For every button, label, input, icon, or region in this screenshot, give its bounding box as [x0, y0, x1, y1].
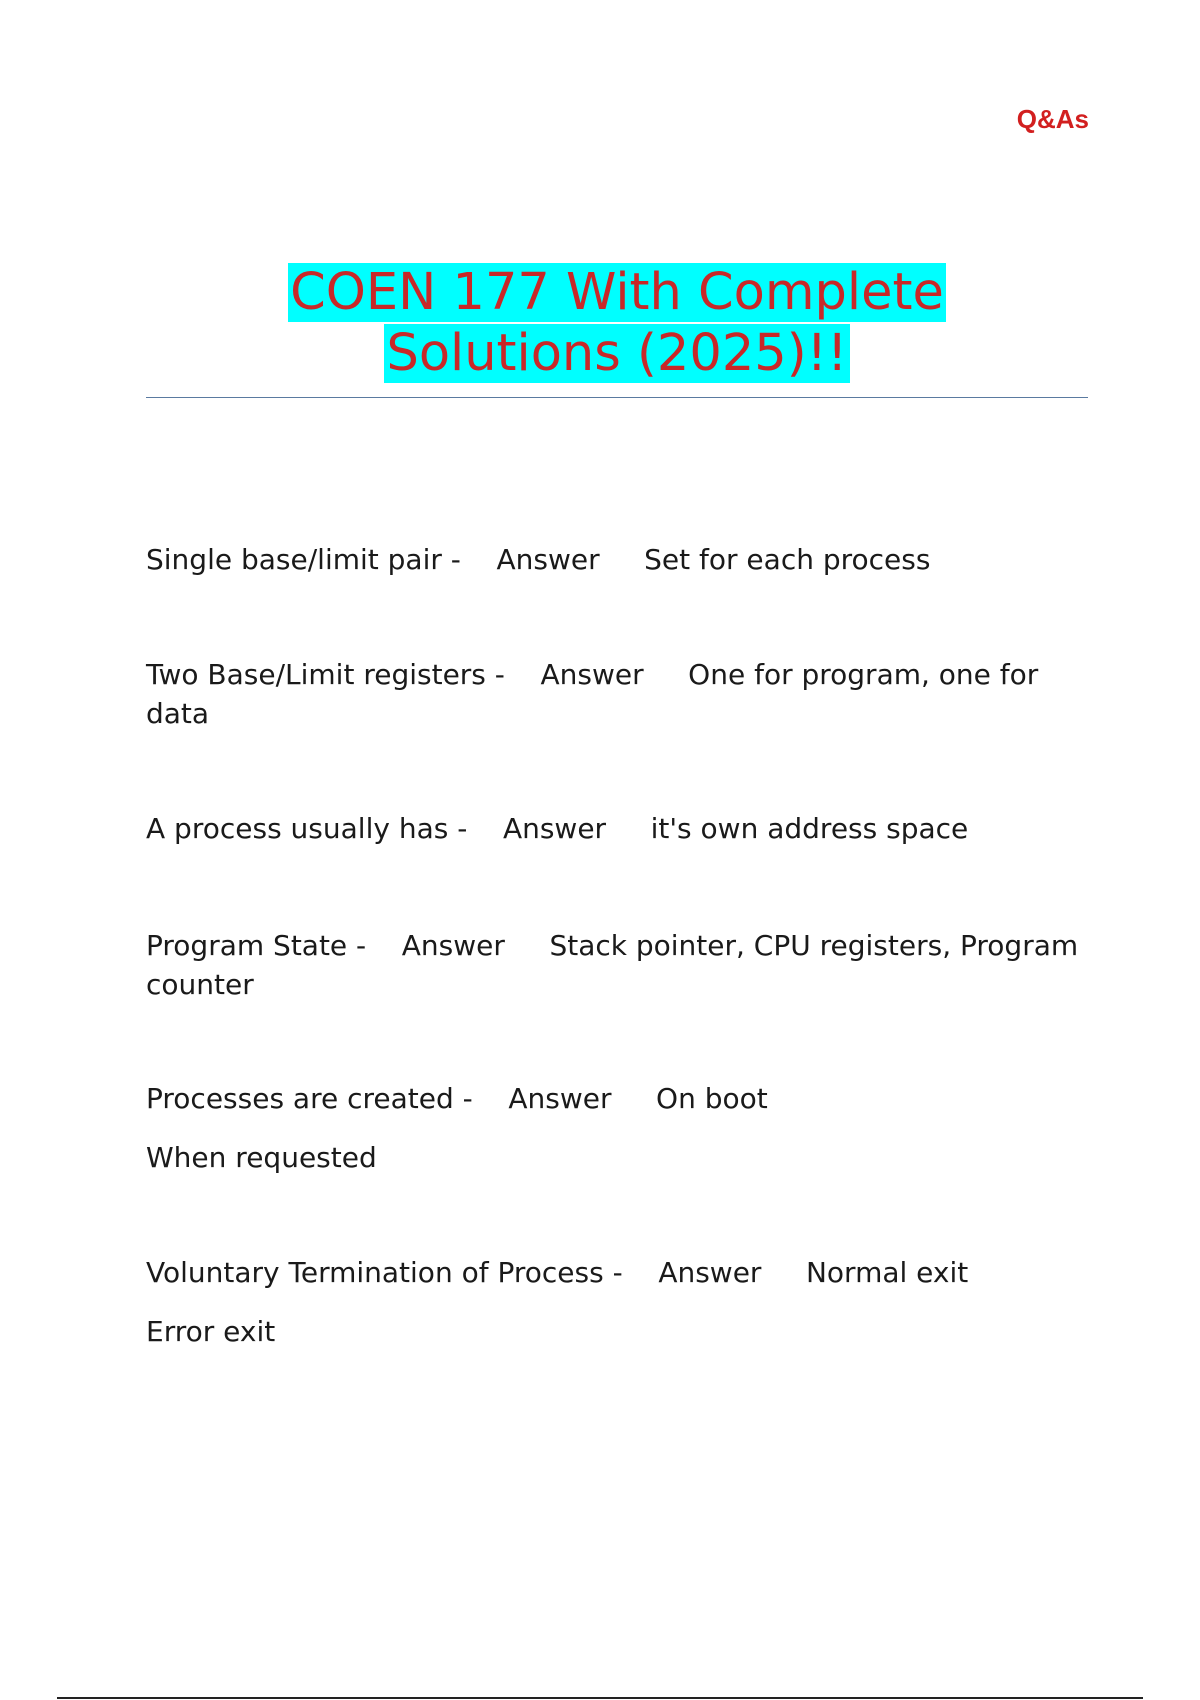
question-text: Program State -: [146, 929, 367, 962]
answer-label: Answer: [496, 543, 600, 576]
qa-item: [146, 1079, 768, 1177]
answer-text: it's own address space: [650, 812, 969, 845]
qa-item: [146, 540, 930, 579]
footer-divider: [57, 1697, 1143, 1699]
answer-text: On boot: [656, 1082, 768, 1115]
answer-text: Set for each process: [644, 543, 931, 576]
answer-label: Answer: [540, 658, 644, 691]
question-text: Voluntary Termination of Process -: [146, 1256, 623, 1289]
qa-item: [146, 655, 1066, 733]
answer-extra-line: Error exit: [146, 1315, 276, 1348]
title-line-2: Solutions (2025)!!: [386, 324, 848, 383]
answer-text: Normal exit: [805, 1256, 969, 1289]
qa-item: [146, 926, 1096, 1004]
question-text: A process usually has -: [146, 812, 468, 845]
answer-label: Answer: [502, 812, 607, 845]
question-text: Processes are created -: [146, 1082, 473, 1115]
answer-text: Stack pointer, CPU registers, Program counter: [146, 929, 1079, 1001]
title-divider: [146, 397, 1088, 398]
qa-item: [146, 809, 968, 848]
title-line-1: COEN 177 With Complete: [290, 263, 944, 322]
qa-tag: Q&As: [1016, 104, 1089, 134]
answer-label: Answer: [658, 1256, 762, 1289]
document-title: [146, 262, 1088, 384]
answer-text: One for program, one for data: [146, 658, 1039, 730]
qa-item: [146, 1253, 968, 1351]
question-text: Single base/limit pair -: [146, 543, 461, 576]
answer-label: Answer: [508, 1082, 612, 1115]
question-text: Two Base/Limit registers -: [146, 658, 505, 691]
answer-label: Answer: [401, 929, 505, 962]
answer-extra-line: When requested: [146, 1141, 377, 1174]
